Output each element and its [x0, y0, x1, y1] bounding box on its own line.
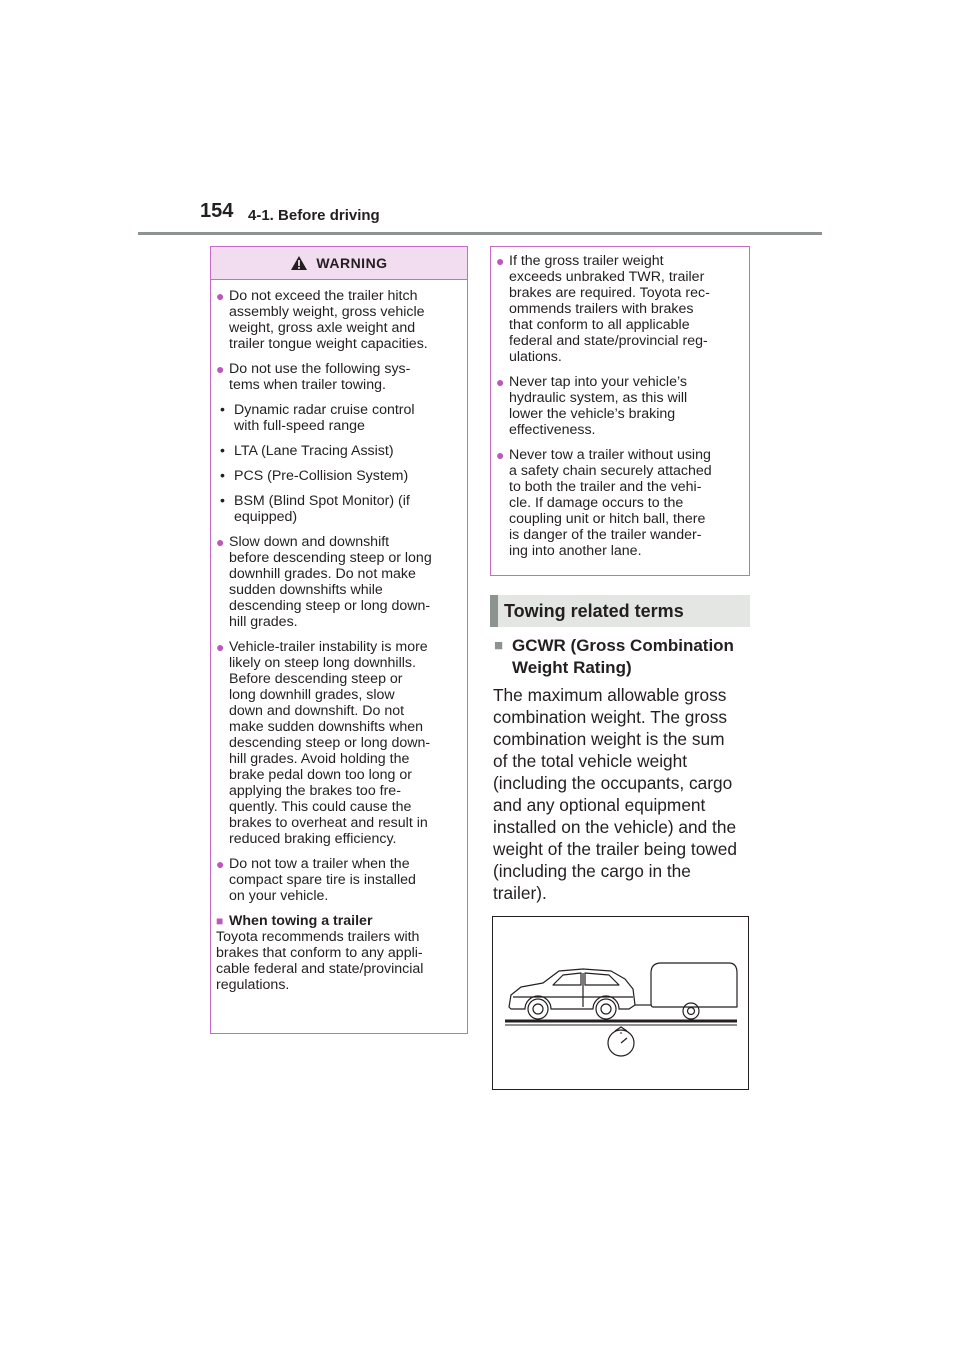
section-title-bar: [490, 595, 750, 627]
bullet-dot-icon: ●: [216, 361, 225, 377]
sub-bullet-icon: •: [220, 493, 225, 509]
section-header: 4-1. Before driving: [248, 207, 380, 224]
warning-box-left: [210, 246, 468, 1034]
warning-sub-item: [216, 443, 459, 459]
bullet-dot-icon: ●: [496, 253, 505, 269]
warning-bullet-item: [216, 534, 459, 630]
sub-bullet-icon: •: [220, 443, 225, 459]
square-bullet-icon: ■: [216, 914, 224, 928]
sub-item-text: LTA (Lane Tracing Assist): [234, 443, 394, 459]
bullet-text: Do not exceed the trailer hitch assembly weight, gross vehicle weight, gross axle weight and trailer tongue weight capacities.: [229, 288, 428, 352]
page-number: 154: [200, 200, 234, 222]
warning-sub-item: [216, 493, 459, 525]
minor-heading-text: When towing a trailer: [229, 913, 373, 929]
term-heading: [494, 635, 752, 679]
warning-header: [211, 247, 467, 280]
sub-item-text: PCS (Pre-Collision System): [234, 468, 409, 484]
warning-triangle-icon: [290, 255, 308, 271]
term-body: The maximum allowable gross combination weight. The gross combination weight is the sum of the total vehicle weight (including the occupants, cargo and any optional equipment installed on the vehicle) and the weight of the trailer being towed (including the cargo in the trailer).: [493, 685, 738, 903]
warning-bullet-item: [496, 374, 741, 438]
warning-bullet-item: [496, 447, 741, 559]
paragraph: Toyota recommends trailers with brakes that conform to any appli- cable federal and state/provincial regulations.: [216, 929, 424, 993]
warning-bullet-item: [216, 639, 459, 847]
term-heading-text: GCWR (Gross Combination Weight Rating): [512, 636, 734, 677]
warning-sub-item: [216, 468, 459, 484]
warning-body-continued: [491, 247, 749, 559]
bullet-text: Never tap into your vehicle’s hydraulic system, as this will lower the vehicle’s braking effectiveness.: [509, 374, 688, 438]
warning-title: WARNING: [316, 255, 388, 271]
bullet-dot-icon: ●: [216, 639, 225, 655]
minor-heading: [216, 913, 459, 929]
bullet-text: Do not use the following sys- tems when trailer towing.: [229, 361, 411, 393]
vehicle-trailer-scale-illustration: [493, 917, 748, 1089]
bullet-dot-icon: ●: [216, 856, 225, 872]
warning-box-right: [490, 246, 750, 576]
header-rule: [138, 232, 822, 235]
bullet-dot-icon: ●: [496, 447, 505, 463]
bullet-text: Never tow a trailer without using a safety chain securely attached to both the trailer and the vehi- cle. If damage occurs to the coupling unit or hitch ball, there is danger of the trailer wander- ing into another lane.: [509, 447, 712, 559]
sub-item-text: BSM (Blind Spot Monitor) (if equipped): [234, 493, 410, 525]
square-bullet-icon: ■: [494, 637, 504, 654]
warning-body: [211, 280, 467, 993]
sub-item-text: Dynamic radar cruise control with full-speed range: [234, 402, 415, 434]
warning-bullet-item: [496, 253, 741, 365]
warning-sub-item: [216, 402, 459, 434]
warning-bullet-item: [216, 856, 459, 904]
bullet-text: Vehicle-trailer instability is more likely on steep long downhills. Before descending steep or long downhill grades, slow down and downshift. Do not make sudden downshifts when descending steep or long down- hill grades. Avoid holding the brake pedal down too long or applying the brakes too fre- quently. This could cause the brakes to overheat and result in reduced braking efficiency.: [229, 639, 431, 847]
bullet-dot-icon: ●: [496, 374, 505, 390]
bullet-text: If the gross trailer weight exceeds unbraked TWR, trailer brakes are required. Toyota rec- ommends trailers with brakes that conform to all applicable federal and state/provincial reg- ulations.: [509, 253, 710, 365]
warning-bullet-item: [216, 288, 459, 352]
section-title: Towing related terms: [504, 600, 684, 621]
gcwr-illustration: [492, 916, 749, 1090]
bullet-dot-icon: ●: [216, 534, 225, 550]
bullet-dot-icon: ●: [216, 288, 225, 304]
bullet-text: Slow down and downshift before descending steep or long downhill grades. Do not make sudden downshifts while descending steep or long down- hill grades.: [229, 534, 432, 630]
sub-bullet-icon: •: [220, 468, 225, 484]
bullet-text: Do not tow a trailer when the compact spare tire is installed on your vehicle.: [229, 856, 416, 904]
sub-bullet-icon: •: [220, 402, 225, 418]
warning-bullet-item: [216, 361, 459, 393]
